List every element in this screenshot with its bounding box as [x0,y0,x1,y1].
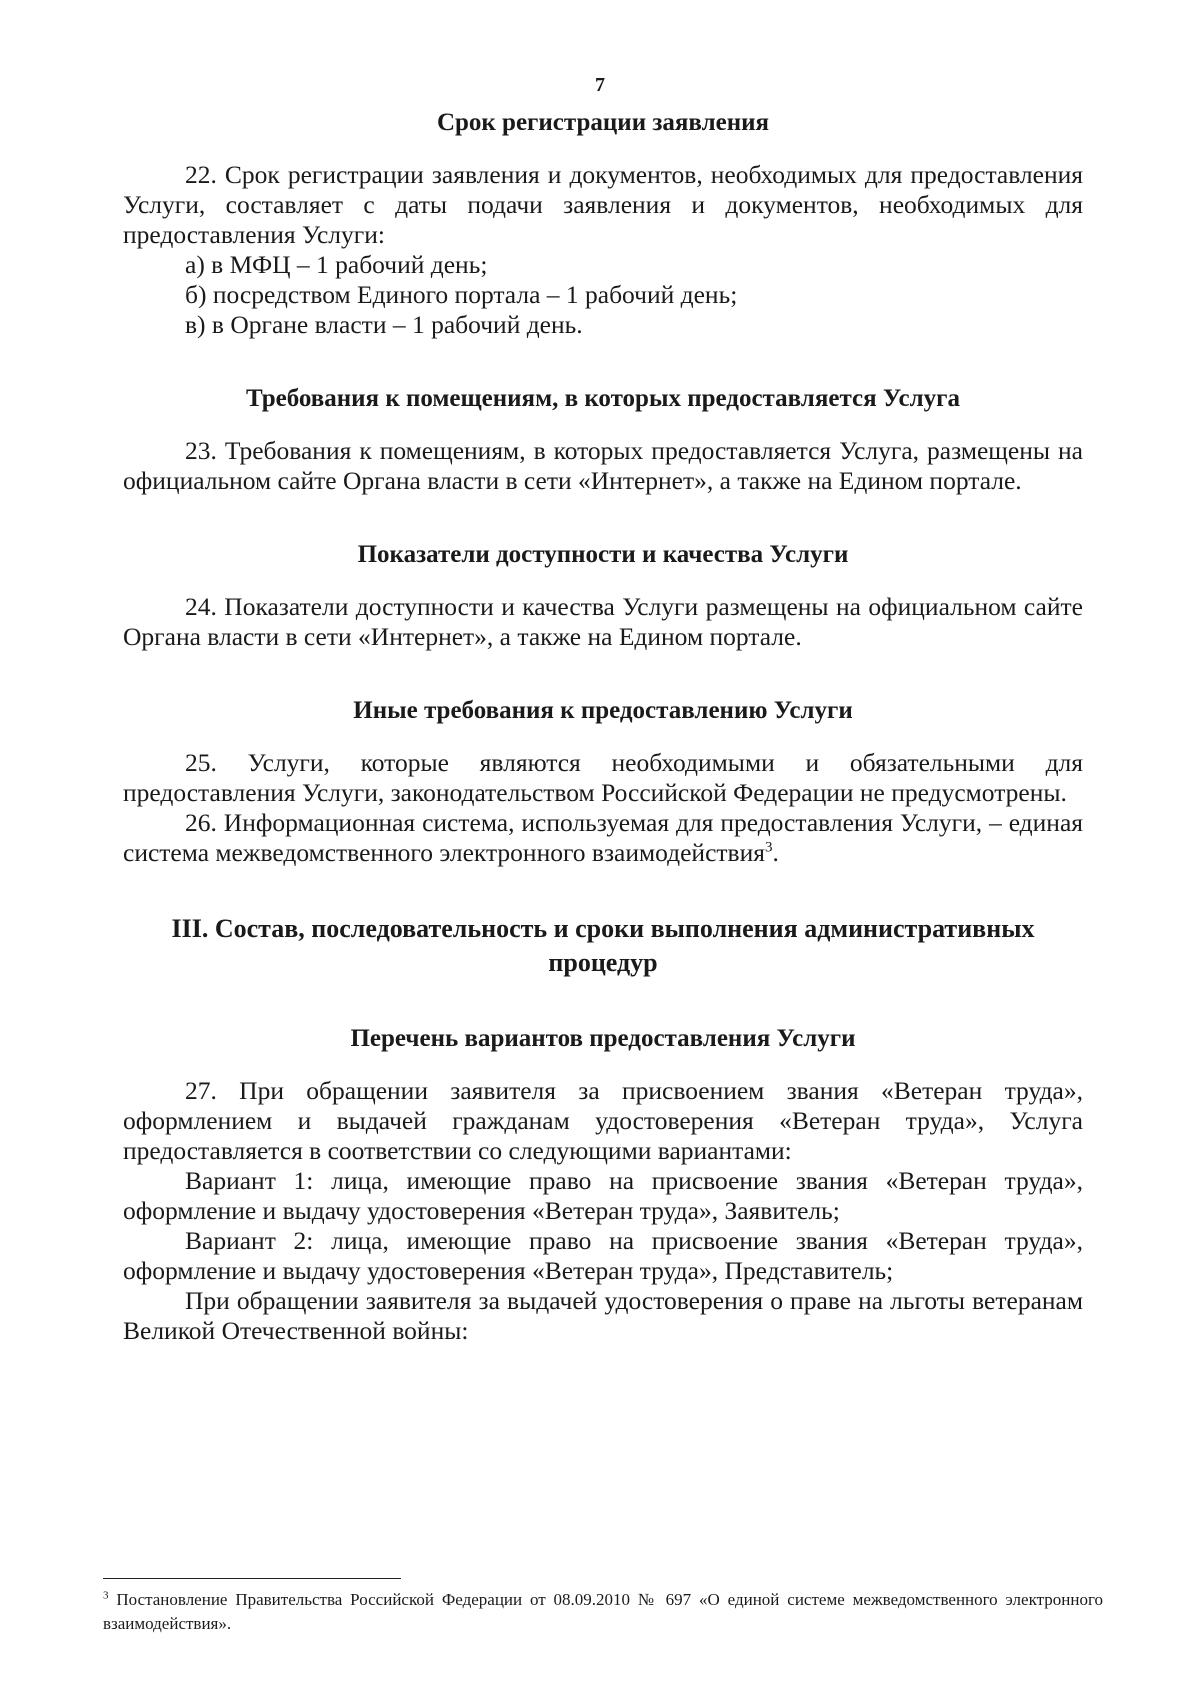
footnote-reference[interactable]: 3 [764,839,773,856]
paragraph-24: 24. Показатели доступности и качества Услуги размещены на официальном сайте Органа власти в сети «Интернет», а также на Едином портале. [123,592,1083,651]
paragraph-wwii-veterans: При обращении заявителя за выдачей удостоверения о праве на льготы ветеранам Великой Отечественной войны: [123,1286,1083,1345]
heading-quality-indicators: Показатели доступности и качества Услуги [357,541,849,568]
page-number: 7 [595,74,605,96]
list-item-c: в) в Органе власти – 1 рабочий день. [185,310,583,339]
heading-other-requirements: Иные требования к предоставлению Услуги [353,697,853,724]
footnote-separator [103,1578,401,1579]
variant-2: Вариант 2: лица, имеющие право на присвоение звания «Ветеран труда», оформление и выдачу удостоверения «Ветеран труда», Представитель; [123,1226,1083,1285]
heading-service-variants: Перечень вариантов предоставления Услуги [350,1025,856,1052]
chapter-three-heading: III. Состав, последовательность и сроки выполнения административных процедур [171,914,1035,977]
paragraph-25: 25. Услуги, которые являются необходимыми и обязательными для предоставления Услуги, законодательством Российской Федерации не предусмотрены. [123,748,1083,807]
footnote-text: Постановление Правительства Российской Федерации от 08.09.2010 № 697 «О единой системе межведомственного электронного взаимодействия». [103,1590,1103,1633]
paragraph-26-text: 26. Информационная система, используемая для предоставления Услуги, – единая система межведомственного электронного взаимодействия [123,808,1083,867]
heading-registration-term: Срок регистрации заявления [436,109,770,136]
variant-1: Вариант 1: лица, имеющие право на присвоение звания «Ветеран труда», оформление и выдачу удостоверения «Ветеран труда», Заявитель; [123,1166,1083,1225]
document-body [123,108,1083,1346]
paragraph-26 [123,808,1083,868]
paragraph-26-end: . [772,838,779,867]
list-item-a: а) в МФЦ – 1 рабочий день; [185,250,488,279]
heading-premises-requirements: Требования к помещениям, в которых предоставляется Услуга [245,385,961,412]
paragraph-22: 22. Срок регистрации заявления и документов, необходимых для предоставления Услуги, составляет с даты подачи заявления и документов, необходимых для предоставления Услуги: [123,160,1083,249]
footnote-number: 3 [103,1589,109,1602]
paragraph-27: 27. При обращении заявителя за присвоением звания «Ветеран труда», оформлением и выдачей гражданам удостоверения «Ветеран труда», Услуга предоставляется в соответствии со следующими вариантами: [123,1076,1083,1165]
footnote [103,1588,1103,1636]
list-item-b: б) посредством Единого портала – 1 рабочий день; [185,280,738,309]
paragraph-23: 23. Требования к помещениям, в которых предоставляется Услуга, размещены на официальном сайте Органа власти в сети «Интернет», а также на Едином портале. [123,436,1083,495]
